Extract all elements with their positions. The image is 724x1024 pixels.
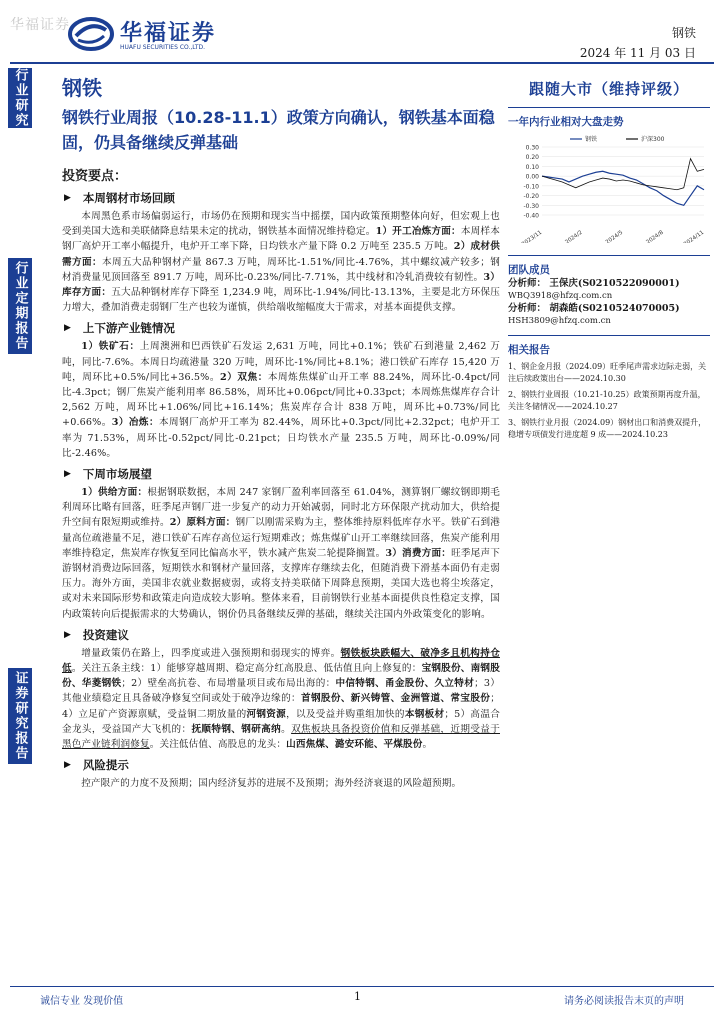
bullet-triangle-icon: ▶ <box>64 323 71 334</box>
y-tick-label: -0.30 <box>523 202 539 210</box>
section-title-text: 本周钢材市场回顾 <box>82 191 175 205</box>
body-text: 。关注低估值、高股息的龙头： <box>149 739 287 751</box>
team-heading: 团队成员 <box>508 264 550 276</box>
x-tick-label: 2023/11 <box>520 229 544 243</box>
logo-en: HUAFU SECURITIES CO.,LTD. <box>120 44 206 51</box>
sections-container <box>62 190 500 792</box>
analyst-label: 分析师： <box>508 278 547 289</box>
body-text: ；5）高温合金龙头，受益国产大飞机的： <box>62 708 500 735</box>
section-title <box>64 757 500 773</box>
bullet-triangle-icon: ▶ <box>64 193 71 203</box>
emphasis-text: 2）原料方面： <box>169 517 236 529</box>
section-paragraph <box>62 646 500 752</box>
bullet-triangle-icon: ▶ <box>64 760 71 771</box>
bullet-triangle-icon: ▶ <box>64 629 71 640</box>
y-tick-label: -0.40 <box>523 212 539 220</box>
key-points-heading: 投资要点： <box>62 169 128 184</box>
body-text: 上周澳洲和巴西铁矿石发运 2,631 万吨，同比+0.1%；铁矿石到港量 2,462 万吨，同比-7.6%。本周日均疏港量 320 万吨，周环比-1%/同比+8.1%；港口铁矿石库存 15,420 万吨，周环比+0.5%/同比+36.5%。 <box>62 341 500 383</box>
emphasis-text: 河钢资源 <box>246 708 287 720</box>
analyst-email[interactable]: HSH3809@hfzq.com.cn <box>508 316 611 326</box>
analyst-name: 胡森皓(S0210524070005) <box>546 303 680 314</box>
section-paragraph <box>62 776 500 791</box>
section-paragraph <box>62 209 500 315</box>
emphasis-text: 中信特钢、甬金股份、久立特材 <box>335 678 475 690</box>
body-text: 。 <box>281 723 292 735</box>
header-divider <box>10 62 714 64</box>
y-tick-label: 0.00 <box>525 173 539 181</box>
emphasis-text: 3）冶炼： <box>111 417 159 429</box>
legend-label: 沪深300 <box>641 136 665 143</box>
footer-slogan: 诚信专业 发现价值 <box>40 996 124 1007</box>
section-title <box>64 190 500 206</box>
section-title-text: 上下游产业链情况 <box>82 321 175 336</box>
analyst-label: 分析师： <box>508 303 547 314</box>
body-text: 。 <box>422 739 433 751</box>
related-list <box>508 361 710 441</box>
emphasis-text: 1）铁矿石： <box>81 341 140 353</box>
relative-performance-chart <box>508 133 710 243</box>
analyst-entry <box>508 277 710 290</box>
rating: 跟随大市（维持评级） <box>528 80 689 98</box>
side-tab-periodic-report: 行业定期报告 <box>8 258 32 354</box>
analyst-email[interactable]: WBQ3918@hfzq.com.cn <box>508 291 613 301</box>
body-text: 根据钢联数据，本周 247 家钢厂盈利率回落至 61.04%，测算钢厂螺纹钢即期毛利周环比略有回落，旺季尾声钢厂进一步复产的动力开始减弱，同时北方环保限产扰动加大，供给提升空间有限短期或维持。 <box>62 487 500 529</box>
legend-label: 钢铁 <box>585 136 598 143</box>
section-title <box>64 466 500 482</box>
body-text: 增量政策仍在路上，四季度或进入强预期和弱现实的博弈。 <box>81 647 341 659</box>
company-logo <box>68 14 248 56</box>
bullet-triangle-icon: ▶ <box>64 469 71 480</box>
sector-title: 钢铁 <box>62 76 102 100</box>
body-text: 本周黑色系市场偏弱运行，市场仍在预期和现实当中摇摆，国内政策预期整体向好，但宏观上也受到美国大选和美联储降息结果未定的扰动，钢铁基本面情况维持稳定。 <box>62 211 500 238</box>
analyst-list <box>508 277 710 327</box>
section-title-text: 风险提示 <box>82 758 129 773</box>
watermark-text: 华福证券 <box>10 17 70 33</box>
y-tick-label: 0.30 <box>525 144 539 152</box>
section-title <box>64 627 500 643</box>
sidebar-divider <box>508 255 710 256</box>
header-industry: 钢铁 <box>671 26 696 40</box>
body-text: 五大品种钢材库存下降至 1,234.9 吨，周环比-1.94%/同比-13.13%，主要是北方环保压力增大，叠加消费走弱钢厂生产也较为谨慎，供给端收缩幅度大于需求，对基本面提供支撑。 <box>62 287 500 314</box>
y-tick-label: -0.20 <box>523 193 539 201</box>
body-text: ；3）其他业绩稳定且具备破净修复空间或处于破净边缘的： <box>62 678 500 705</box>
emphasis-text: 2）成材供需方面： <box>62 241 500 268</box>
body-text: 本周钢厂高炉开工率为 82.44%，周环比+0.3pct/同比+2.32pct；电炉开工率为 71.53%，周环比-0.52pct/同比-0.21pct；日均铁水产量 235.5 万吨，周环比-0.09%/同比-2.46%。 <box>62 417 500 459</box>
body-text: ；4）立足矿产资源禀赋，受益铜二期放量的 <box>62 693 500 720</box>
body-text: ；2）壁垒高抗卷、布局增量项目或布局出海的： <box>121 678 336 690</box>
chart-heading: 一年内行业相对大盘走势 <box>508 116 624 128</box>
body-text: 双焦板块具备投资价值和反弹基础，近期受益于黑色产业链利润修复 <box>62 723 500 751</box>
body-text: 钢厂以刚需采购为主，整体维持原料低库存水平。铁矿石到港量高位疏港量不足，港口铁矿石库存高位运行短期难改；炼焦煤矿山开工率继续回落，焦炭产能利用率维持稳定，焦炭库存恢复至同比偏高水平，铁水减产焦炭二轮提降搁置。 <box>62 517 500 559</box>
x-tick-label: 2024/5 <box>604 229 625 243</box>
emphasis-text: 宝钢股份、南钢股份、华菱钢铁 <box>62 663 500 690</box>
logo-mark-icon <box>68 16 114 52</box>
x-tick-label: 2024/8 <box>645 229 665 243</box>
section-paragraph <box>62 485 500 622</box>
x-tick-label: 2024/2 <box>564 229 584 243</box>
related-heading: 相关报告 <box>508 344 550 356</box>
report-title: 钢铁行业周报（10.28-11.1）政策方向确认，钢铁基本面稳固，仍具备继续反弹基础 <box>62 108 495 152</box>
header-date: 2024 年 11 月 03 日 <box>579 46 696 60</box>
series-line-hs300 <box>542 159 704 190</box>
y-tick-label: 0.10 <box>525 163 539 171</box>
section-title-text: 投资建议 <box>82 627 129 642</box>
y-tick-label: -0.10 <box>523 183 539 191</box>
emphasis-text: 本钢板材 <box>404 708 445 720</box>
emphasis-text: 山西焦煤、潞安环能、平煤股份 <box>286 739 423 751</box>
emphasis-text: 3）消费方面： <box>385 547 452 559</box>
body-text: 本周样本钢厂高炉开工率小幅提升，电炉开工率下降，日均铁水产量下降 0.2 万吨至 235.5 万吨。 <box>62 226 500 253</box>
section-paragraph <box>62 339 500 461</box>
related-report-item[interactable]: 3、钢铁行业月报（2024.09）钢材出口和消费双提升，稳增专项债发行进度超 9 成——2024.10.23 <box>508 418 707 439</box>
emphasis-text: 钢铁板块跌幅大、破净多且机构持仓低 <box>62 647 500 675</box>
analyst-entry <box>508 302 710 315</box>
side-tab-securities-report: 证券研究报告 <box>8 668 32 764</box>
emphasis-text: 首钢股份、新兴铸管、金洲管道、常宝股份 <box>301 693 491 705</box>
section-title <box>64 320 500 336</box>
body-text: 本周五大品种钢材产量 867.3 万吨，周环比-1.51%/同比-4.76%，其中螺纹减产较多；钢材消费量见顶回落至 891.7 万吨，周环比-0.23%/同比-7.71%，其中线材和冷轧消费较有韧性。 <box>62 256 500 283</box>
body-text: ，以及受益并购重组加快的 <box>286 708 405 720</box>
page-number: 1 <box>354 990 361 1003</box>
y-tick-label: 0.20 <box>525 154 539 162</box>
footer-divider <box>10 986 714 987</box>
sidebar-divider <box>508 107 710 108</box>
related-report-item[interactable]: 1、钢企金月报（2024.09）旺季尾声需求边际走弱，关注后续政策出台——2024.10.30 <box>508 362 707 383</box>
footer-disclaimer: 请务必阅读报告末页的声明 <box>564 996 684 1007</box>
body-text: 旺季尾声下游钢材消费边际回落，短期铁水和钢材产量回落，支撑库存继续去化，但随消费下滑基本面仍有走弱压力。海外方面，美国非农就业数据疲弱，或将支持美联储下周降息预期，美国大选也将尘埃落定，或对未来国际形势和政策走向造成较大影响。整体来看，目前钢铁行业基本面提供良性稳定支撑，国内政策转向后提振需求的大势确认，钢价仍具备继续反弹的基础，继续关注国内外政策变化的影响。 <box>62 547 501 620</box>
side-tab-industry-research: 行业研究 <box>8 68 32 128</box>
analyst-name: 王保庆(S0210522090001) <box>546 278 680 289</box>
main-content <box>62 68 500 792</box>
emphasis-text: 3）库存方面： <box>62 271 500 299</box>
sidebar-divider <box>508 335 710 336</box>
section-title-text: 下周市场展望 <box>82 467 152 482</box>
x-tick-label: 2024/11 <box>682 229 706 243</box>
logo-cn: 华福证券 <box>120 21 217 46</box>
related-report-item[interactable]: 2、钢铁行业周报（10.21-10.25）政策预期再度升温，关注冬储情况——2024.10.27 <box>508 390 706 411</box>
emphasis-text: 2）双焦： <box>220 371 268 383</box>
body-text: 。关注五条主线：1）能够穿越周期、稳定高分红高股息、低估值且向上修复的： <box>71 663 422 675</box>
sidebar <box>508 68 710 441</box>
body-text: 本周炼焦煤矿山开工率 88.24%，周环比-0.4pct/同比-4.3pct；钢厂焦炭产能利用率 86.58%，周环比+0.06pct/同比+0.33pct；本周炼焦煤库存合计 2,562 万吨，周环比+1.06%/同比+16.14%；焦炭库存合计 838 万吨，周环比+0.73%/同比+0.66%。 <box>62 371 500 429</box>
body-text: 控产限产的力度不及预期；国内经济复苏的进展不及预期；海外经济衰退的风险超预期。 <box>81 778 462 790</box>
emphasis-text: 抚顺特钢、钢研高纳 <box>191 723 282 735</box>
emphasis-text: 1）供给方面： <box>81 487 148 499</box>
emphasis-text: 1）开工冶炼方面： <box>375 226 461 238</box>
